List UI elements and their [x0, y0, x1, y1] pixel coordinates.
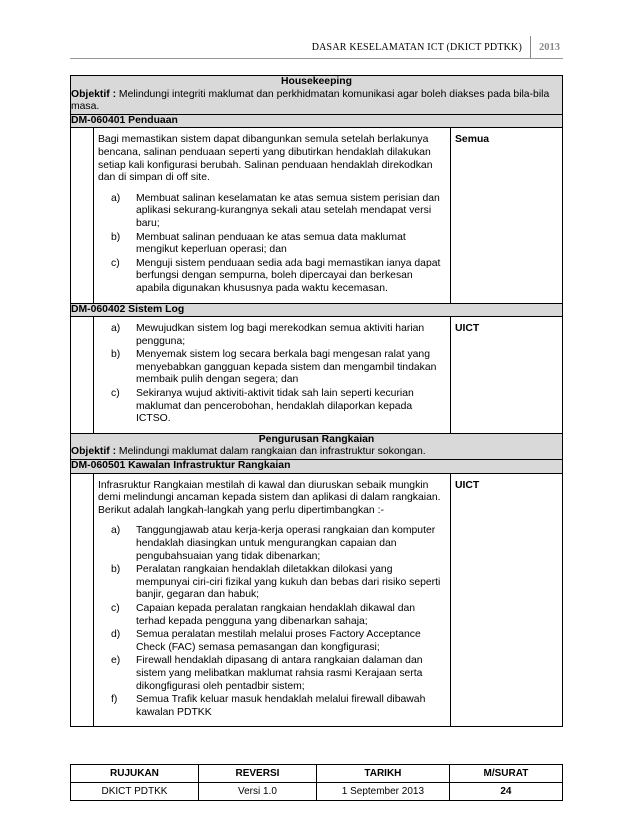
footer-header-reversi: REVERSI: [198, 765, 316, 783]
section-header: [71, 433, 563, 459]
subsection-intro: Infrasruktur Rangkaian mestilah di kawal dan diuruskan sebaik mungkin demi melindungi ancaman kepada sistem dan aplikasi di dalam rangkaian. Berikut adalah langkah-langkah yang perlu dipertimbangkan :-: [98, 479, 441, 516]
section-header: [71, 76, 563, 115]
item-marker: b): [111, 564, 121, 576]
item-text: Membuat salinan penduaan ke atas semua data maklumat mengikut keperluan operasi; dan: [136, 231, 406, 256]
header-divider: [70, 58, 563, 59]
item-marker: c): [111, 602, 120, 614]
item-marker: a): [111, 192, 121, 204]
document-title: DASAR KESELAMATAN ICT (DKICT PDTKK): [311, 41, 522, 53]
subsection-header: [71, 114, 563, 128]
responsible-party: UICT: [451, 473, 563, 727]
footer-header-rujukan: RUJUKAN: [71, 765, 199, 783]
item-text: Membuat salinan keselamatan ke atas semua sistem perisian dan aplikasi sekurang-kurangnya sekali atau setelah mendapat versi baru;: [136, 192, 440, 229]
list-item: [111, 349, 444, 387]
list-item: [111, 694, 444, 719]
item-text: Capaian kepada peralatan rangkaian hendaklah dikawal dan terhad kepada pengguna yang dibenarkan sahaja;: [136, 602, 416, 627]
section-title: Housekeeping: [280, 76, 353, 87]
item-text: Firewall hendaklah dipasang di antara rangkaian dalaman dan sistem yang melibatkan maklumat rahsia rasmi Kerajaan serta dikongfigurasi oleh pentadbir sistem;: [136, 655, 423, 692]
document-year: 2013: [530, 36, 560, 58]
footer-rujukan: DKICT PDTKK: [71, 783, 199, 801]
list-item: [111, 603, 444, 628]
footer-header-row: [71, 765, 563, 783]
list-item: [111, 629, 444, 654]
item-text: Semua peralatan mestilah melalui proses Factory Acceptance Check (FAC) semasa pemasangan dan kongfigurasi;: [136, 629, 421, 653]
item-text: Peralatan rangkaian hendaklah diletakkan dilokasi yang mempunyai ciri-ciri fizikal yang kukuh dan bebas dari risiko seperti banjir, gegaran dan habuk;: [136, 564, 441, 601]
list-item: [111, 232, 444, 257]
subsection-code-title: DM-060501 Kawalan Infrastruktur Rangkaian: [71, 460, 563, 474]
list-item: [111, 258, 444, 296]
list-item: [111, 323, 444, 348]
objective-text: Melindungi integriti maklumat dan perkhidmatan komunikasi agar boleh diakses pada bila-bila masa.: [71, 88, 550, 113]
item-marker: c): [111, 388, 120, 400]
subsection-body: [71, 317, 563, 434]
item-marker: c): [111, 257, 120, 269]
footer-header-msurat: M/SURAT: [449, 765, 562, 783]
page-header: [312, 36, 560, 58]
list-item: [111, 564, 444, 602]
objective-text: Melindungi maklumat dalam rangkaian dan infrastruktur sokongan.: [118, 446, 426, 458]
item-list: [98, 525, 444, 719]
subsection-code-title: DM-060401 Penduaan: [71, 114, 563, 128]
item-marker: b): [111, 349, 121, 361]
item-text: Tanggungjawab atau kerja-kerja operasi rangkaian dan komputer hendaklah diasingkan untuk mengurangkan capaian dan pengubahsuaian yang tidak dibenarkan;: [136, 525, 436, 562]
footer-value-row: [71, 783, 563, 801]
subsection-body: [71, 473, 563, 727]
item-list: [98, 193, 444, 296]
list-item: [111, 525, 444, 563]
item-marker: e): [111, 655, 121, 667]
item-marker: b): [111, 231, 121, 243]
subsection-body: [71, 128, 563, 303]
item-text: Semua Trafik keluar masuk hendaklah melalui firewall dibawah kawalan PDTKK: [136, 694, 426, 718]
list-item: [111, 193, 444, 231]
objective-label: Objektif :: [71, 88, 117, 100]
subsection-code-title: DM-060402 Sistem Log: [71, 303, 563, 317]
policy-table: [70, 75, 563, 727]
subsection-header: [71, 460, 563, 474]
list-item: [111, 655, 444, 693]
item-marker: a): [111, 323, 121, 335]
item-text: Menguji sistem penduaan sedia ada bagi memastikan ianya dapat berfungsi dengan sempurna, boleh dipercayai dan berkesan apabila digunakan khususnya pada waktu kecemasan.: [136, 257, 441, 294]
list-item: [111, 388, 444, 426]
item-text: Mewujudkan sistem log bagi merekodkan semua aktiviti harian pengguna;: [136, 323, 425, 347]
footer-header-tarikh: TARIKH: [316, 765, 449, 783]
section-title: Pengurusan Rangkaian: [258, 433, 375, 445]
objective-label: Objektif :: [71, 446, 117, 458]
responsible-party: UICT: [451, 317, 563, 434]
subsection-header: [71, 303, 563, 317]
footer-reversi: Versi 1.0: [198, 783, 316, 801]
item-marker: f): [111, 694, 118, 706]
item-list: [98, 323, 444, 426]
section-objective: [71, 89, 562, 114]
footer-tarikh: 1 September 2013: [316, 783, 449, 801]
footer-page-number: 24: [449, 783, 562, 801]
section-objective: [71, 446, 562, 459]
footer-table: [70, 764, 563, 801]
item-text: Menyemak sistem log secara berkala bagi mengesan ralat yang menyebabkan gangguan kepada sistem dan mengambil tindakan membaik pulih dengan segera; dan: [136, 349, 437, 386]
item-marker: d): [111, 629, 121, 641]
responsible-party: Semua: [451, 128, 563, 303]
item-text: Sekiranya wujud aktiviti-aktivit tidak sah lain seperti kecurian maklumat dan pencerobohan, hendaklah dilaporkan kepada ICTSO.: [136, 388, 414, 425]
item-marker: a): [111, 525, 121, 537]
subsection-intro: Bagi memastikan sistem dapat dibangunkan semula setelah berlakunya bencana, salinan penduaan seperti yang dibutirkan hendaklah dilakukan setiap kali konfigurasi berubah. Salinan penduaan hendaklah direkodkan dan di simpan di off site.: [98, 134, 433, 184]
